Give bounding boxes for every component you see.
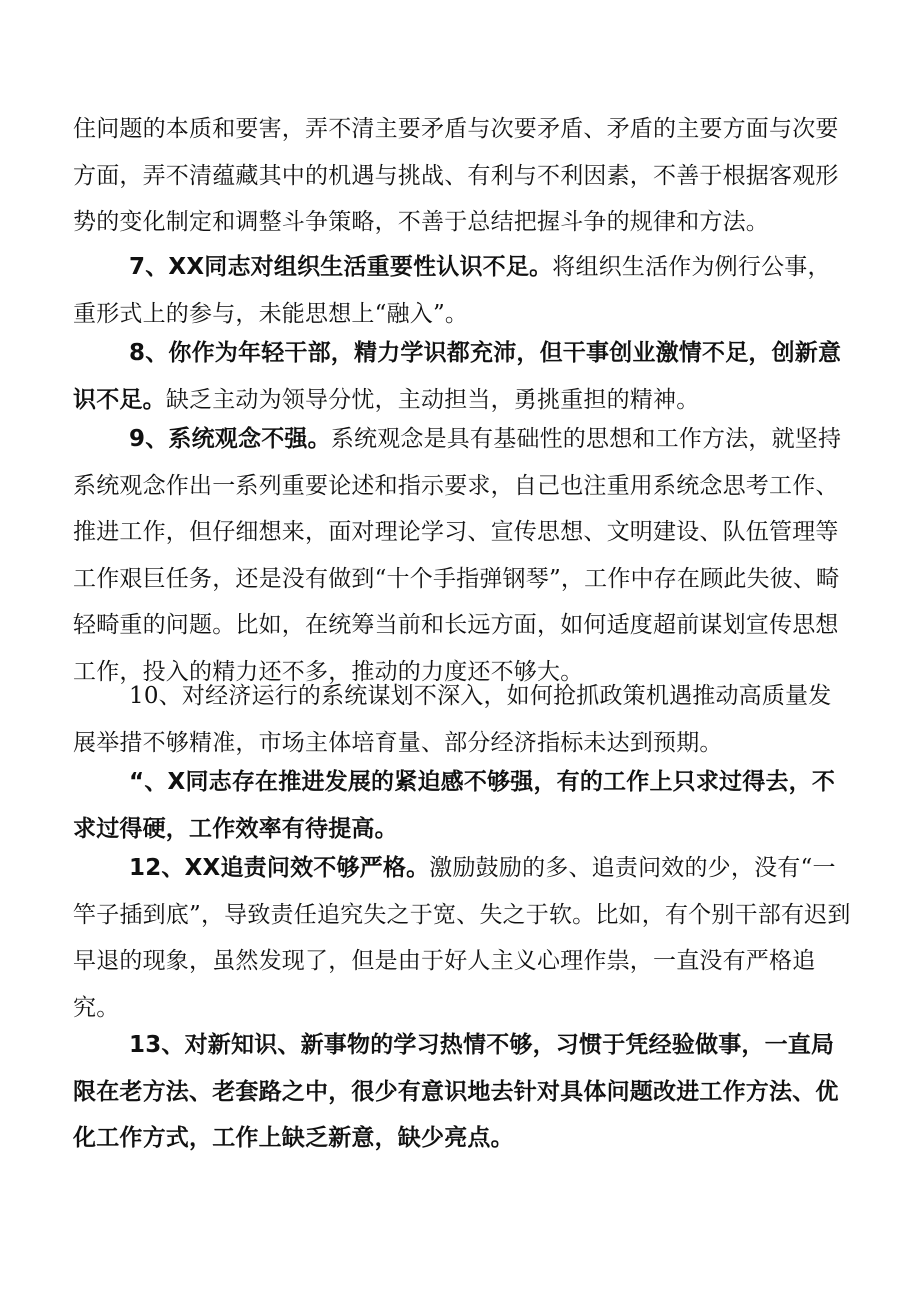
item-9	[73, 416, 853, 695]
item-10-text: 10、对经济运行的系统谋划不深入，如何抢抓政策机遇推动高质量发展举措不够精准，市场主体培育量、部分经济指标未达到预期。	[73, 683, 832, 756]
item-13-text: 13、对新知识、新事物的学习热情不够，习惯于凭经验做事，一直局限在老方法、老套路之中，很少有意识地去针对具体问题改进工作方法、优化工作方式，工作上缺乏新意，缺少亮点。	[73, 1032, 839, 1151]
paragraph-continuation	[73, 106, 853, 246]
item-9-text: 系统观念是具有基础性的思想和工作方法，就坚持系统观念作出一系列重要论述和指示要求，自己也注重用系统念思考工作、推进工作，但仔细想来，面对理论学习、宣传思想、文明建设、队伍管理等工作艰巨任务，还是没有做到“十个手指弹钢琴”，工作中存在顾此失彼、畸轻畸重的问题。比如，在统筹当前和长远方面，如何适度超前谋划宣传思想工作，投入的精力还不多，推动的力度还不够大。	[73, 426, 842, 685]
item-12-heading: 12、XX追责问效不够严格。	[129, 855, 430, 881]
item-9-heading: 9、系统观念不强。	[129, 426, 331, 452]
paragraph-7	[73, 244, 853, 337]
item-8-heading: 8、你作为年轻干部，精力学识都充沛，但干事创业激情不足，创新意识不足。	[73, 340, 842, 413]
item-11	[73, 759, 853, 852]
item-8	[73, 330, 853, 423]
paragraph-11	[73, 759, 853, 852]
paragraph-9	[73, 416, 853, 695]
paragraph-13	[73, 1022, 853, 1162]
item-7-text: 将组织生活作为例行公事，重形式上的参与，未能思想上“融入”。	[73, 254, 831, 327]
paragraph-1	[73, 106, 853, 246]
paragraph-1-text: 住问题的本质和要害，弄不清主要矛盾与次要矛盾、矛盾的主要方面与次要方面，弄不清蕴藏其中的机遇与挑战、有利与不利因素，不善于根据客观形势的变化制定和调整斗争策略，不善于总结把握斗争的规律和方法。	[73, 116, 839, 235]
item-8-text: 缺乏主动为领导分忧，主动担当，勇挑重担的精神。	[165, 386, 700, 413]
item-7-heading: 7、XX同志对组织生活重要性认识不足。	[129, 254, 553, 280]
paragraph-10	[73, 673, 853, 766]
item-11-text: “、X同志存在推进发展的紧迫感不够强，有的工作上只求过得去，不求过得硬，工作效率有待提高。	[73, 769, 836, 842]
paragraph-8	[73, 330, 853, 423]
item-10	[73, 673, 853, 766]
item-7	[73, 244, 853, 337]
item-12-text: 激励鼓励的多、追责问效的少，没有“一竿子插到底”，导致责任追究失之于宽、失之于软。比如，有个别干部有迟到早退的现象，虽然发现了，但是由于好人主义心理作祟，一直没有严格追究。	[73, 855, 851, 1021]
item-12	[73, 845, 853, 1031]
item-13	[73, 1022, 853, 1162]
paragraph-12	[73, 845, 853, 1031]
